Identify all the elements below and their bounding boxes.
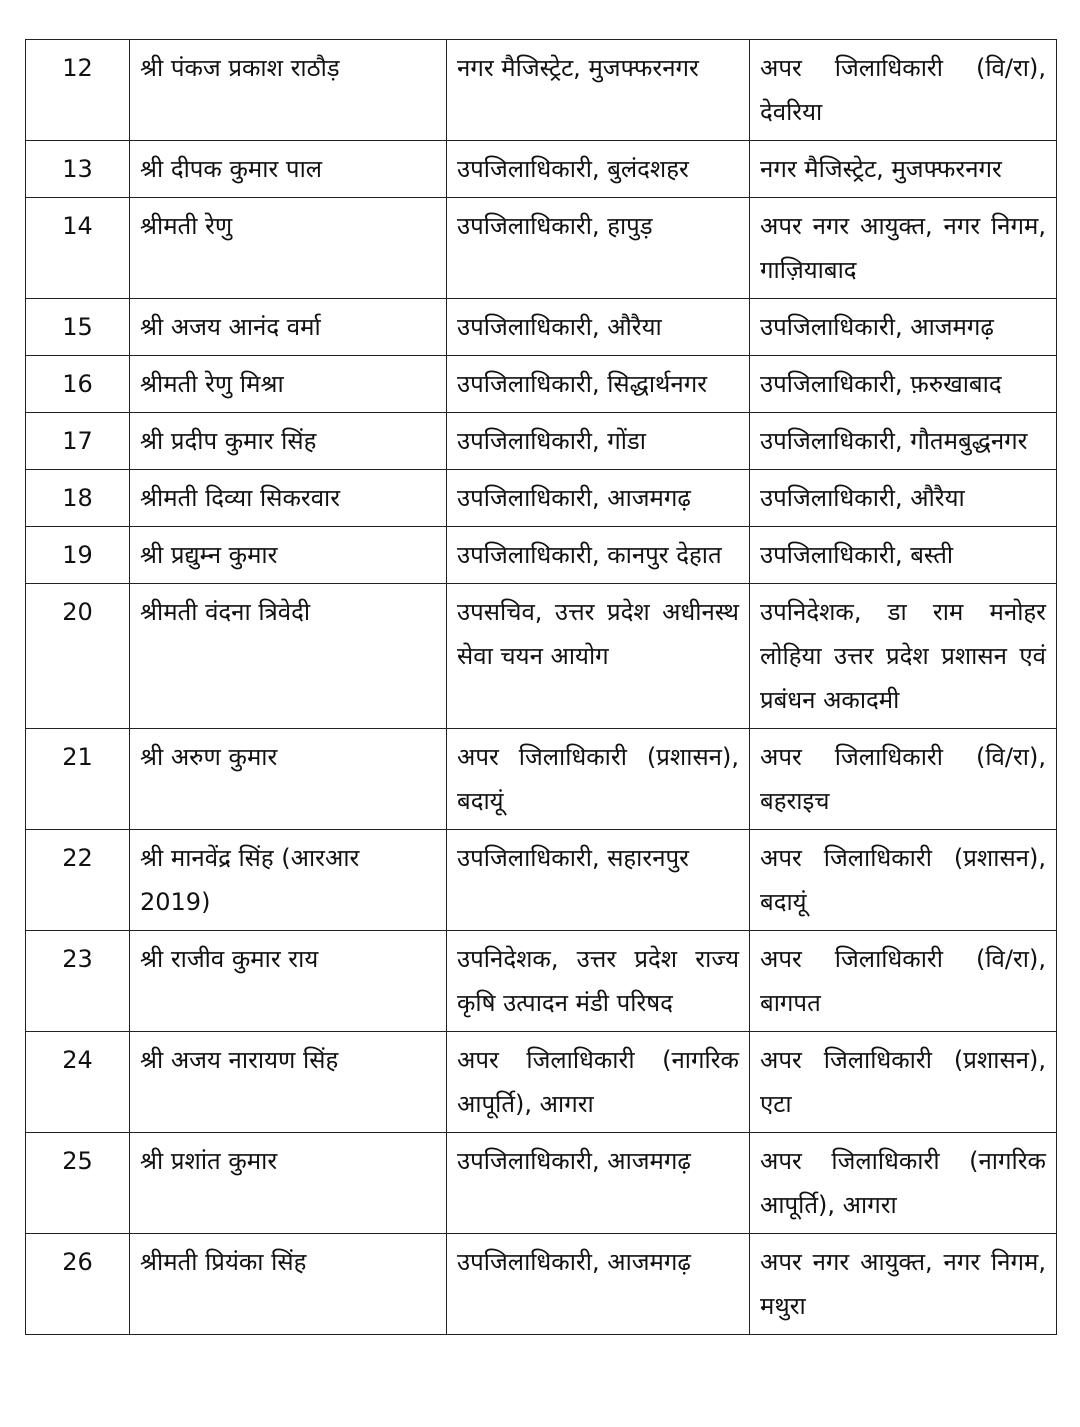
transfer-list-page xyxy=(25,39,1056,1335)
current-posting: उपजिलाधिकारी, आजमगढ़ xyxy=(447,1133,750,1234)
serial-number: 13 xyxy=(26,141,130,198)
current-posting: उपजिलाधिकारी, गोंडा xyxy=(447,413,750,470)
table-row xyxy=(26,1234,1057,1335)
serial-number: 18 xyxy=(26,470,130,527)
officer-name: श्री मानवेंद्र सिंह (आरआर 2019) xyxy=(130,830,447,931)
officer-name: श्री दीपक कुमार पाल xyxy=(130,141,447,198)
officer-name: श्री राजीव कुमार राय xyxy=(130,931,447,1032)
new-posting: अपर जिलाधिकारी (वि/रा), देवरिया xyxy=(750,40,1057,141)
officer-name: श्री प्रदीप कुमार सिंह xyxy=(130,413,447,470)
current-posting: उपजिलाधिकारी, बुलंदशहर xyxy=(447,141,750,198)
new-posting: अपर नगर आयुक्त, नगर निगम, मथुरा xyxy=(750,1234,1057,1335)
current-posting: उपजिलाधिकारी, आजमगढ़ xyxy=(447,1234,750,1335)
new-posting: अपर जिलाधिकारी (प्रशासन), बदायूं xyxy=(750,830,1057,931)
serial-number: 23 xyxy=(26,931,130,1032)
officer-name: श्री प्रशांत कुमार xyxy=(130,1133,447,1234)
table-row xyxy=(26,470,1057,527)
current-posting: उपजिलाधिकारी, औरैया xyxy=(447,299,750,356)
new-posting: उपजिलाधिकारी, गौतमबुद्धनगर xyxy=(750,413,1057,470)
current-posting: अपर जिलाधिकारी (नागरिक आपूर्ति), आगरा xyxy=(447,1032,750,1133)
new-posting: अपर नगर आयुक्त, नगर निगम, गाज़ियाबाद xyxy=(750,198,1057,299)
table-row xyxy=(26,141,1057,198)
officer-name: श्रीमती रेणु xyxy=(130,198,447,299)
serial-number: 22 xyxy=(26,830,130,931)
table-row xyxy=(26,1032,1057,1133)
current-posting: उपजिलाधिकारी, कानपुर देहात xyxy=(447,527,750,584)
serial-number: 26 xyxy=(26,1234,130,1335)
officer-name: श्रीमती रेणु मिश्रा xyxy=(130,356,447,413)
officer-name: श्री अरुण कुमार xyxy=(130,729,447,830)
serial-number: 14 xyxy=(26,198,130,299)
current-posting: उपजिलाधिकारी, सहारनपुर xyxy=(447,830,750,931)
new-posting: अपर जिलाधिकारी (वि/रा), बागपत xyxy=(750,931,1057,1032)
transfer-table xyxy=(25,39,1057,1335)
current-posting: नगर मैजिस्ट्रेट, मुजफ्फरनगर xyxy=(447,40,750,141)
new-posting: नगर मैजिस्ट्रेट, मुजफ्फरनगर xyxy=(750,141,1057,198)
table-row xyxy=(26,1133,1057,1234)
table-row xyxy=(26,931,1057,1032)
serial-number: 25 xyxy=(26,1133,130,1234)
current-posting: उपनिदेशक, उत्तर प्रदेश राज्य कृषि उत्पादन मंडी परिषद xyxy=(447,931,750,1032)
serial-number: 17 xyxy=(26,413,130,470)
table-row xyxy=(26,299,1057,356)
serial-number: 20 xyxy=(26,584,130,729)
current-posting: उपजिलाधिकारी, सिद्धार्थनगर xyxy=(447,356,750,413)
new-posting: अपर जिलाधिकारी (प्रशासन), एटा xyxy=(750,1032,1057,1133)
officer-name: श्री अजय नारायण सिंह xyxy=(130,1032,447,1133)
current-posting: उपसचिव, उत्तर प्रदेश अधीनस्थ सेवा चयन आयोग xyxy=(447,584,750,729)
serial-number: 21 xyxy=(26,729,130,830)
officer-name: श्री प्रद्युम्न कुमार xyxy=(130,527,447,584)
table-row xyxy=(26,198,1057,299)
current-posting: उपजिलाधिकारी, हापुड़ xyxy=(447,198,750,299)
transfer-table-body xyxy=(26,40,1057,1335)
new-posting: अपर जिलाधिकारी (वि/रा), बहराइच xyxy=(750,729,1057,830)
new-posting: उपनिदेशक, डा राम मनोहर लोहिया उत्तर प्रदेश प्रशासन एवं प्रबंधन अकादमी xyxy=(750,584,1057,729)
officer-name: श्री अजय आनंद वर्मा xyxy=(130,299,447,356)
officer-name: श्री पंकज प्रकाश राठौड़ xyxy=(130,40,447,141)
new-posting: उपजिलाधिकारी, औरैया xyxy=(750,470,1057,527)
new-posting: उपजिलाधिकारी, आजमगढ़ xyxy=(750,299,1057,356)
serial-number: 16 xyxy=(26,356,130,413)
table-row xyxy=(26,729,1057,830)
officer-name: श्रीमती वंदना त्रिवेदी xyxy=(130,584,447,729)
serial-number: 15 xyxy=(26,299,130,356)
new-posting: अपर जिलाधिकारी (नागरिक आपूर्ति), आगरा xyxy=(750,1133,1057,1234)
table-row xyxy=(26,40,1057,141)
table-row xyxy=(26,413,1057,470)
current-posting: उपजिलाधिकारी, आजमगढ़ xyxy=(447,470,750,527)
table-row xyxy=(26,527,1057,584)
new-posting: उपजिलाधिकारी, फ़रुखाबाद xyxy=(750,356,1057,413)
serial-number: 12 xyxy=(26,40,130,141)
table-row xyxy=(26,830,1057,931)
serial-number: 24 xyxy=(26,1032,130,1133)
officer-name: श्रीमती दिव्या सिकरवार xyxy=(130,470,447,527)
officer-name: श्रीमती प्रियंका सिंह xyxy=(130,1234,447,1335)
table-row xyxy=(26,584,1057,729)
new-posting: उपजिलाधिकारी, बस्ती xyxy=(750,527,1057,584)
table-row xyxy=(26,356,1057,413)
serial-number: 19 xyxy=(26,527,130,584)
current-posting: अपर जिलाधिकारी (प्रशासन), बदायूं xyxy=(447,729,750,830)
